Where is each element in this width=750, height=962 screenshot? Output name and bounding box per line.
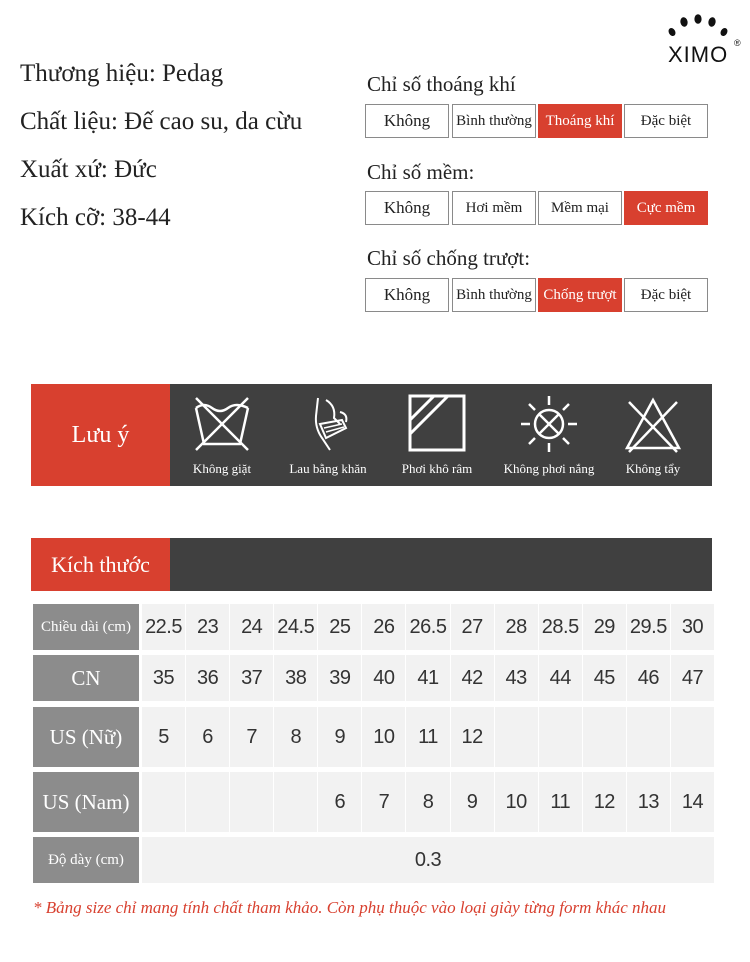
table-cell: 43 xyxy=(495,655,538,701)
table-cell: 11 xyxy=(406,707,449,767)
table-cell: 22.5 xyxy=(142,604,185,650)
table-cell: 10 xyxy=(495,772,538,832)
care-text-no-wash: Không giặt xyxy=(192,461,252,476)
table-cell: 23 xyxy=(186,604,229,650)
table-cell: 24 xyxy=(230,604,273,650)
table-cell xyxy=(627,707,670,767)
row-cells-thickness xyxy=(142,837,714,883)
care-text-no-bleach: Không tẩy xyxy=(625,461,681,476)
size-disclaimer: * Bảng size chỉ mang tính chất tham khảo. Còn phụ thuộc vào loại giày từng form khác nhau xyxy=(33,898,667,917)
table-cell: 29.5 xyxy=(627,604,670,650)
care-text-wipe: Lau bằng khăn xyxy=(289,461,367,476)
table-cell: 40 xyxy=(362,655,405,701)
softness-option-soft: Mềm mại xyxy=(538,191,622,225)
table-cell: 12 xyxy=(583,772,626,832)
dry-shade-icon xyxy=(405,394,469,454)
info-material: Chất liệu: Đế cao su, da cừu xyxy=(20,108,303,135)
table-cell: 14 xyxy=(671,772,714,832)
table-cell xyxy=(671,707,714,767)
table-cell: 24.5 xyxy=(274,604,317,650)
table-cell: 38 xyxy=(274,655,317,701)
softness-option-slightly-soft: Hơi mềm xyxy=(452,191,536,225)
table-row-cn xyxy=(31,655,714,701)
table-cell: 44 xyxy=(539,655,582,701)
row-label-us-women: US (Nữ) xyxy=(33,707,139,767)
softness-option-none: Không xyxy=(365,191,449,225)
table-cell: 6 xyxy=(186,707,229,767)
care-text-no-sun: Không phơi nắng xyxy=(503,461,595,476)
anti-slip-option-special: Đặc biệt xyxy=(624,278,708,312)
table-cell: 26 xyxy=(362,604,405,650)
table-cell: 35 xyxy=(142,655,185,701)
no-wash-icon xyxy=(190,394,254,454)
info-brand: Thương hiệu: Pedag xyxy=(20,60,224,87)
row-label-us-men: US (Nam) xyxy=(33,772,139,832)
info-origin: Xuất xứ: Đức xyxy=(20,156,157,183)
row-cells-us-women xyxy=(142,707,714,767)
row-label-cn: CN xyxy=(33,655,139,701)
anti-slip-title: Chỉ số chống trượt: xyxy=(367,246,531,270)
table-cell: 26.5 xyxy=(406,604,449,650)
table-row-us-women xyxy=(31,707,714,767)
table-cell: 39 xyxy=(318,655,361,701)
table-cell: 7 xyxy=(230,707,273,767)
table-cell: 37 xyxy=(230,655,273,701)
row-cells-us-men xyxy=(142,772,714,832)
row-label-length: Chiều dài (cm) xyxy=(33,604,139,650)
table-cell: 36 xyxy=(186,655,229,701)
table-cell: 45 xyxy=(583,655,626,701)
breathability-option-special: Đặc biệt xyxy=(624,104,708,138)
table-cell: 28 xyxy=(495,604,538,650)
registered-mark: ® xyxy=(734,38,741,48)
care-label: Lưu ý xyxy=(31,384,170,486)
brand-name: XIMO xyxy=(668,42,729,67)
table-cell xyxy=(583,707,626,767)
anti-slip-option-anti-slip: Chống trượt xyxy=(538,278,622,312)
table-cell: 8 xyxy=(274,707,317,767)
table-cell: 28.5 xyxy=(539,604,582,650)
breathability-option-normal: Bình thường xyxy=(452,104,536,138)
no-sun-icon xyxy=(517,394,581,454)
table-cell xyxy=(274,772,317,832)
size-table-title: Kích thước xyxy=(31,538,170,591)
table-cell: 5 xyxy=(142,707,185,767)
softness-title: Chỉ số mềm: xyxy=(367,160,475,184)
softness-option-extra-soft: Cực mềm xyxy=(624,191,708,225)
anti-slip-option-none: Không xyxy=(365,278,449,312)
anti-slip-option-normal: Bình thường xyxy=(452,278,536,312)
no-bleach-icon xyxy=(621,394,685,454)
care-instructions xyxy=(31,384,712,486)
row-cells-cn xyxy=(142,655,714,701)
row-label-thickness: Độ dày (cm) xyxy=(33,837,139,883)
size-table-header xyxy=(31,538,712,591)
paw-icon xyxy=(664,14,744,44)
wipe-towel-icon xyxy=(296,394,360,454)
care-item-no-wash xyxy=(181,384,263,486)
table-cell: 29 xyxy=(583,604,626,650)
breathability-option-none: Không xyxy=(365,104,449,138)
thickness-value: 0.3 xyxy=(142,837,714,883)
table-cell: 47 xyxy=(671,655,714,701)
info-size: Kích cỡ: 38-44 xyxy=(20,204,171,231)
table-cell: 7 xyxy=(362,772,405,832)
table-cell xyxy=(230,772,273,832)
care-item-no-sun xyxy=(497,384,601,486)
table-cell: 13 xyxy=(627,772,670,832)
care-item-wipe xyxy=(283,384,373,486)
brand-logo xyxy=(664,14,744,68)
table-cell: 41 xyxy=(406,655,449,701)
table-cell: 42 xyxy=(451,655,494,701)
table-cell xyxy=(186,772,229,832)
table-cell: 27 xyxy=(451,604,494,650)
table-cell: 9 xyxy=(318,707,361,767)
breathability-title: Chỉ số thoáng khí xyxy=(367,72,516,96)
table-cell xyxy=(142,772,185,832)
care-item-no-bleach xyxy=(615,384,691,486)
breathability-option-breathable: Thoáng khí xyxy=(538,104,622,138)
table-cell: 11 xyxy=(539,772,582,832)
table-row-length xyxy=(31,604,714,650)
table-row-thickness xyxy=(31,837,714,883)
table-cell: 30 xyxy=(671,604,714,650)
care-text-dry-shade: Phơi khô râm xyxy=(401,461,473,476)
table-cell: 6 xyxy=(318,772,361,832)
table-row-us-men xyxy=(31,772,714,832)
table-cell xyxy=(495,707,538,767)
table-cell: 10 xyxy=(362,707,405,767)
table-cell: 9 xyxy=(451,772,494,832)
row-cells-length xyxy=(142,604,714,650)
care-item-dry-shade xyxy=(391,384,483,486)
table-cell: 12 xyxy=(451,707,494,767)
table-cell: 46 xyxy=(627,655,670,701)
table-cell: 8 xyxy=(406,772,449,832)
table-cell xyxy=(539,707,582,767)
table-cell: 25 xyxy=(318,604,361,650)
